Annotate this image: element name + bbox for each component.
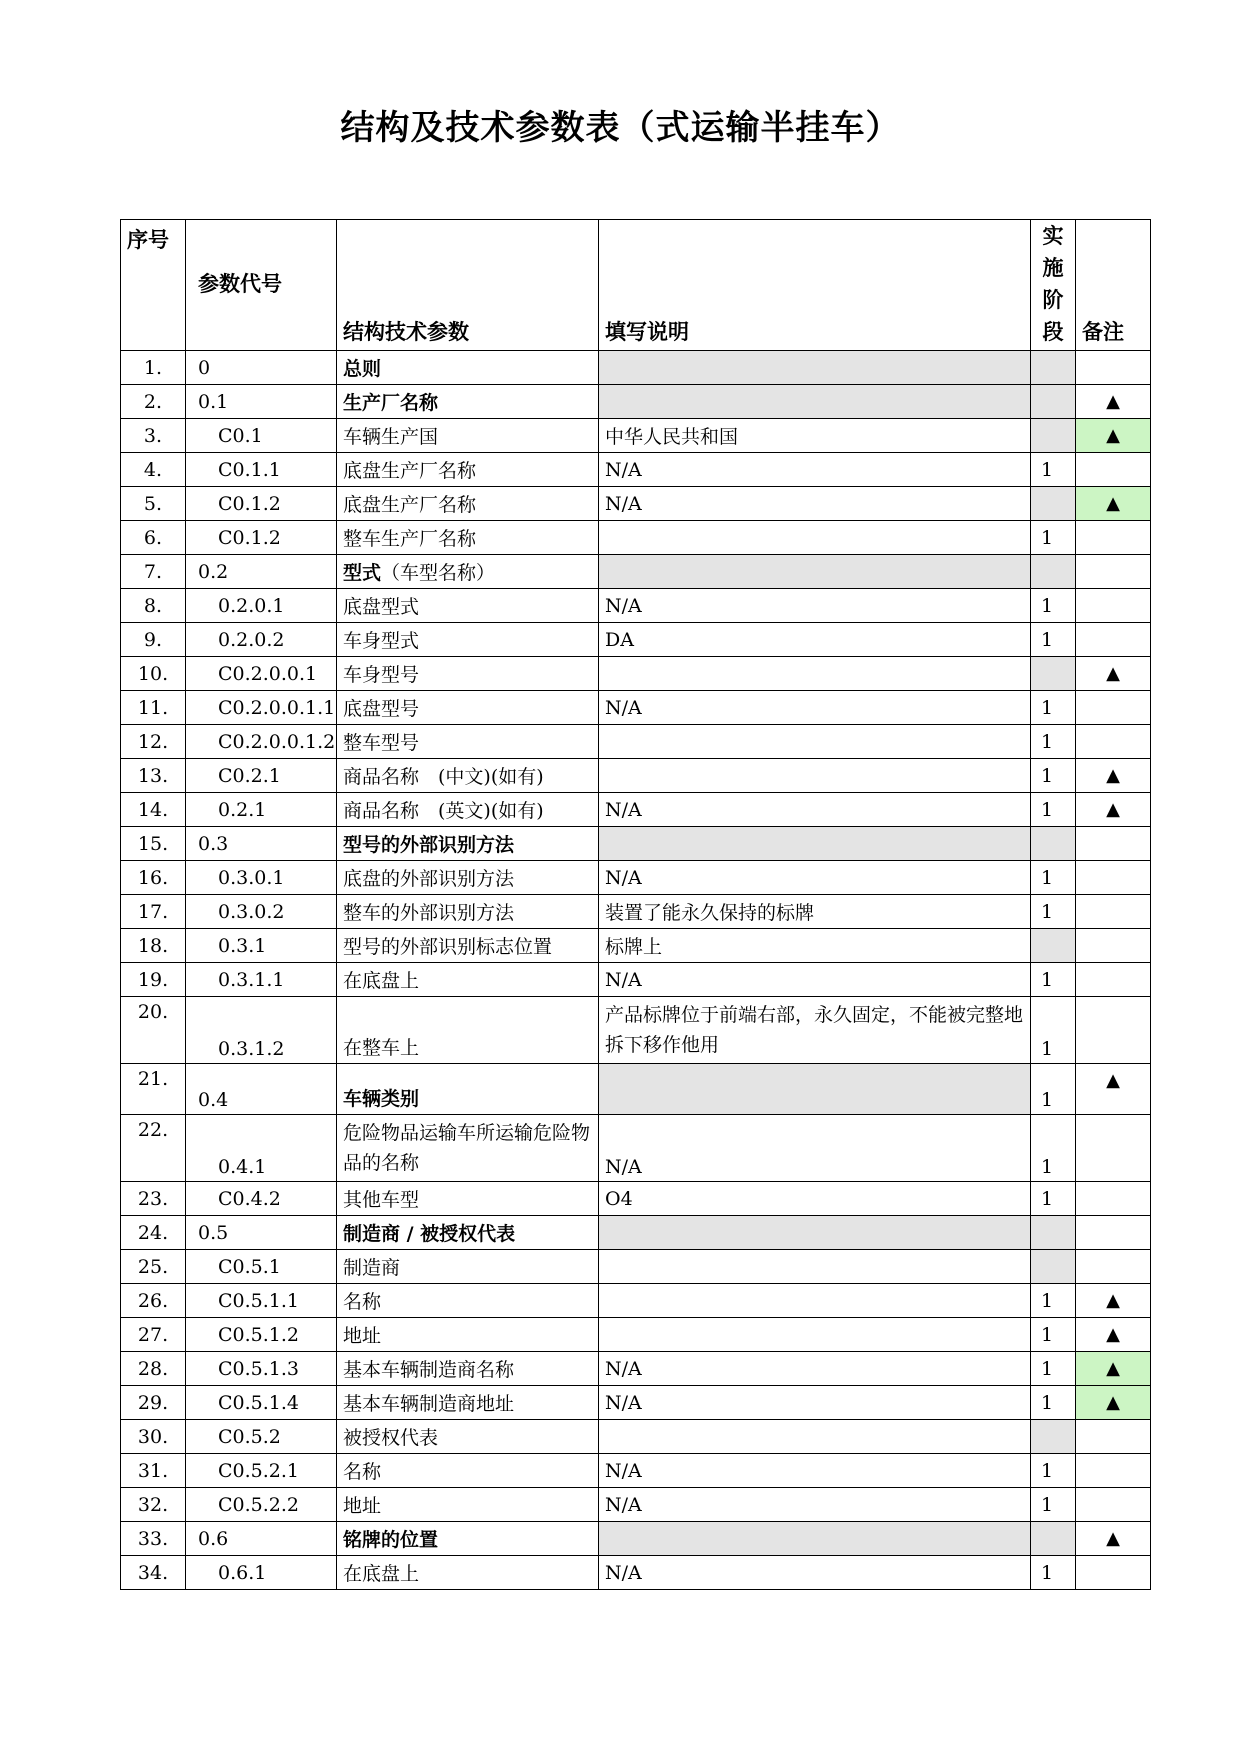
row-desc: N/A: [599, 1454, 1031, 1488]
row-note: [1076, 861, 1151, 895]
row-note: [1076, 1488, 1151, 1522]
row-note: [1076, 623, 1151, 657]
row-desc: N/A: [599, 1352, 1031, 1386]
row-desc: N/A: [599, 589, 1031, 623]
header-param: 结构技术参数: [337, 220, 599, 351]
row-desc: O4: [599, 1182, 1031, 1216]
row-note: ▲: [1076, 1386, 1151, 1420]
row-code: 0.2.0.1: [186, 589, 337, 623]
row-desc: [599, 1064, 1031, 1115]
table-row: [121, 555, 1151, 589]
row-param: 制造商 / 被授权代表: [337, 1216, 599, 1250]
table-row: [121, 1284, 1151, 1318]
row-seq: 28.: [121, 1352, 186, 1386]
row-stage: 1: [1031, 759, 1076, 793]
row-seq: 30.: [121, 1420, 186, 1454]
row-seq: 17.: [121, 895, 186, 929]
row-desc: N/A: [599, 453, 1031, 487]
row-desc: [599, 1522, 1031, 1556]
row-desc: 产品标牌位于前端右部，永久固定，不能被完整地拆下移作他用: [599, 997, 1031, 1064]
row-note: [1076, 691, 1151, 725]
row-seq: 34.: [121, 1556, 186, 1590]
row-stage: 1: [1031, 963, 1076, 997]
row-seq: 13.: [121, 759, 186, 793]
table-row: [121, 453, 1151, 487]
row-code: 0.2.1: [186, 793, 337, 827]
row-code: 0.6: [186, 1522, 337, 1556]
row-stage: 1: [1031, 1182, 1076, 1216]
row-seq: 9.: [121, 623, 186, 657]
row-stage: 1: [1031, 623, 1076, 657]
row-note: [1076, 1420, 1151, 1454]
table-row: [121, 1522, 1151, 1556]
row-note: ▲: [1076, 1522, 1151, 1556]
row-desc: [599, 385, 1031, 419]
table-row: [121, 1556, 1151, 1590]
table-row: [121, 827, 1151, 861]
row-param: 被授权代表: [337, 1420, 599, 1454]
row-stage: 1: [1031, 691, 1076, 725]
row-desc: N/A: [599, 861, 1031, 895]
row-desc: N/A: [599, 1386, 1031, 1420]
row-stage: 1: [1031, 1115, 1076, 1182]
row-seq: 19.: [121, 963, 186, 997]
row-stage: 1: [1031, 1386, 1076, 1420]
row-param: 在底盘上: [337, 963, 599, 997]
row-stage: 1: [1031, 1318, 1076, 1352]
row-desc: 中华人民共和国: [599, 419, 1031, 453]
row-code: 0.4: [186, 1064, 337, 1115]
row-code: 0.2: [186, 555, 337, 589]
row-stage: [1031, 657, 1076, 691]
row-seq: 6.: [121, 521, 186, 555]
table-body: [121, 351, 1151, 1590]
table-row: [121, 351, 1151, 385]
row-stage: 1: [1031, 725, 1076, 759]
row-seq: 21.: [121, 1064, 186, 1115]
row-code: 0: [186, 351, 337, 385]
header-code: 参数代号: [186, 220, 337, 351]
row-note: ▲: [1076, 1318, 1151, 1352]
row-stage: [1031, 929, 1076, 963]
row-seq: 10.: [121, 657, 186, 691]
row-param: 底盘型式: [337, 589, 599, 623]
row-desc: [599, 351, 1031, 385]
row-param: 型号的外部识别方法: [337, 827, 599, 861]
row-desc: N/A: [599, 1488, 1031, 1522]
table-header-row: [121, 220, 1151, 351]
row-stage: 1: [1031, 1284, 1076, 1318]
row-param: 整车型号: [337, 725, 599, 759]
row-code: 0.3.0.1: [186, 861, 337, 895]
row-seq: 31.: [121, 1454, 186, 1488]
row-seq: 23.: [121, 1182, 186, 1216]
row-seq: 24.: [121, 1216, 186, 1250]
row-code: C0.2.0.0.1.1: [186, 691, 337, 725]
row-stage: 1: [1031, 1064, 1076, 1115]
row-seq: 3.: [121, 419, 186, 453]
row-code: 0.6.1: [186, 1556, 337, 1590]
row-desc: [599, 521, 1031, 555]
table-row: [121, 725, 1151, 759]
row-desc: [599, 657, 1031, 691]
row-note: ▲: [1076, 1284, 1151, 1318]
row-param: 在底盘上: [337, 1556, 599, 1590]
row-param: 底盘的外部识别方法: [337, 861, 599, 895]
row-seq: 5.: [121, 487, 186, 521]
row-note: [1076, 1115, 1151, 1182]
table-row: [121, 1352, 1151, 1386]
row-seq: 15.: [121, 827, 186, 861]
row-code: C0.5.1.1: [186, 1284, 337, 1318]
table-row: [121, 793, 1151, 827]
row-note: ▲: [1076, 1352, 1151, 1386]
row-code: C0.5.1.2: [186, 1318, 337, 1352]
row-note: [1076, 1556, 1151, 1590]
row-code: C0.2.0.0.1.2: [186, 725, 337, 759]
row-seq: 32.: [121, 1488, 186, 1522]
row-param: 整车生产厂名称: [337, 521, 599, 555]
row-desc: [599, 725, 1031, 759]
row-desc: [599, 1216, 1031, 1250]
table-row: [121, 1250, 1151, 1284]
row-code: 0.3: [186, 827, 337, 861]
table-row: [121, 861, 1151, 895]
table-row: [121, 1386, 1151, 1420]
table-row: [121, 1182, 1151, 1216]
row-note: ▲: [1076, 385, 1151, 419]
row-desc: [599, 1420, 1031, 1454]
row-param: 名称: [337, 1454, 599, 1488]
row-stage: 1: [1031, 1556, 1076, 1590]
row-stage: 1: [1031, 1488, 1076, 1522]
row-param: 车身型号: [337, 657, 599, 691]
table-row: [121, 759, 1151, 793]
row-seq: 22.: [121, 1115, 186, 1182]
table-row: [121, 895, 1151, 929]
row-stage: 1: [1031, 1352, 1076, 1386]
row-code: 0.3.1.1: [186, 963, 337, 997]
row-param: 底盘生产厂名称: [337, 487, 599, 521]
row-stage: [1031, 419, 1076, 453]
row-seq: 26.: [121, 1284, 186, 1318]
row-param: 总则: [337, 351, 599, 385]
row-note: ▲: [1076, 487, 1151, 521]
table-row: [121, 487, 1151, 521]
table-row: [121, 589, 1151, 623]
header-seq: 序号: [121, 220, 186, 351]
row-note: ▲: [1076, 657, 1151, 691]
row-note: [1076, 351, 1151, 385]
table-row: [121, 657, 1151, 691]
row-desc: N/A: [599, 963, 1031, 997]
row-stage: [1031, 1522, 1076, 1556]
row-desc: [599, 1250, 1031, 1284]
row-note: [1076, 1182, 1151, 1216]
row-note: [1076, 963, 1151, 997]
row-param: 铭牌的位置: [337, 1522, 599, 1556]
row-desc: N/A: [599, 691, 1031, 725]
row-desc: [599, 759, 1031, 793]
row-seq: 8.: [121, 589, 186, 623]
row-stage: [1031, 827, 1076, 861]
row-param: 在整车上: [337, 997, 599, 1064]
row-desc: [599, 827, 1031, 861]
table-row: [121, 1216, 1151, 1250]
row-desc: N/A: [599, 1115, 1031, 1182]
row-code: 0.3.1: [186, 929, 337, 963]
table-row: [121, 963, 1151, 997]
row-seq: 27.: [121, 1318, 186, 1352]
row-note: [1076, 895, 1151, 929]
header-stage: 实施阶段: [1031, 220, 1076, 351]
row-stage: 1: [1031, 793, 1076, 827]
row-code: C0.1.1: [186, 453, 337, 487]
row-desc: N/A: [599, 793, 1031, 827]
row-param: 名称: [337, 1284, 599, 1318]
row-param: 基本车辆制造商名称: [337, 1352, 599, 1386]
row-code: C0.5.1.4: [186, 1386, 337, 1420]
row-desc: DA: [599, 623, 1031, 657]
row-seq: 25.: [121, 1250, 186, 1284]
row-desc: [599, 1318, 1031, 1352]
row-seq: 20.: [121, 997, 186, 1064]
row-stage: [1031, 385, 1076, 419]
header-note: 备注: [1076, 220, 1151, 351]
row-param: 地址: [337, 1488, 599, 1522]
row-code: C0.5.1: [186, 1250, 337, 1284]
row-seq: 11.: [121, 691, 186, 725]
page-title: 结构及技术参数表（式运输半挂车）: [340, 108, 901, 148]
row-code: C0.1.2: [186, 487, 337, 521]
row-param: [337, 555, 599, 589]
table-row: [121, 521, 1151, 555]
row-param: 车身型式: [337, 623, 599, 657]
row-stage: 1: [1031, 1454, 1076, 1488]
row-param: 商品名称 (中文)(如有): [337, 759, 599, 793]
row-seq: 12.: [121, 725, 186, 759]
row-stage: [1031, 351, 1076, 385]
row-param: 底盘型号: [337, 691, 599, 725]
table-row: [121, 1115, 1151, 1182]
row-param: 制造商: [337, 1250, 599, 1284]
row-param: 其他车型: [337, 1182, 599, 1216]
parameter-table: [120, 219, 1151, 1590]
row-note: [1076, 521, 1151, 555]
row-code: C0.4.2: [186, 1182, 337, 1216]
table-row: [121, 1420, 1151, 1454]
row-note: ▲: [1076, 793, 1151, 827]
row-note: [1076, 929, 1151, 963]
row-seq: 7.: [121, 555, 186, 589]
row-stage: 1: [1031, 453, 1076, 487]
table-row: [121, 385, 1151, 419]
row-code: 0.1: [186, 385, 337, 419]
row-code: C0.5.1.3: [186, 1352, 337, 1386]
table-row: [121, 997, 1151, 1064]
row-param: 危险物品运输车所运输危险物品的名称: [337, 1115, 599, 1182]
row-param: 生产厂名称: [337, 385, 599, 419]
row-desc: 装置了能永久保持的标牌: [599, 895, 1031, 929]
row-note: [1076, 453, 1151, 487]
row-code: C0.2.1: [186, 759, 337, 793]
row-seq: 4.: [121, 453, 186, 487]
header-desc: 填写说明: [599, 220, 1031, 351]
table-row: [121, 1064, 1151, 1115]
row-stage: 1: [1031, 861, 1076, 895]
row-note: [1076, 555, 1151, 589]
row-code: 0.3.0.2: [186, 895, 337, 929]
row-stage: 1: [1031, 589, 1076, 623]
row-note: ▲: [1076, 419, 1151, 453]
row-seq: 33.: [121, 1522, 186, 1556]
row-code: C0.1.2: [186, 521, 337, 555]
row-desc: [599, 555, 1031, 589]
row-seq: 29.: [121, 1386, 186, 1420]
row-seq: 16.: [121, 861, 186, 895]
table-row: [121, 623, 1151, 657]
row-code: 0.2.0.2: [186, 623, 337, 657]
row-param: 商品名称 (英文)(如有): [337, 793, 599, 827]
table-row: [121, 1488, 1151, 1522]
row-stage: [1031, 487, 1076, 521]
row-stage: [1031, 1216, 1076, 1250]
row-stage: [1031, 1420, 1076, 1454]
row-note: [1076, 725, 1151, 759]
table-row: [121, 691, 1151, 725]
row-seq: 14.: [121, 793, 186, 827]
row-desc: [599, 1284, 1031, 1318]
row-seq: 18.: [121, 929, 186, 963]
table-row: [121, 929, 1151, 963]
row-param: 车辆类别: [337, 1064, 599, 1115]
table-row: [121, 1454, 1151, 1488]
row-code: C0.5.2: [186, 1420, 337, 1454]
row-stage: 1: [1031, 521, 1076, 555]
row-desc: N/A: [599, 1556, 1031, 1590]
row-note: [1076, 589, 1151, 623]
row-note: ▲: [1076, 1064, 1151, 1115]
row-code: 0.3.1.2: [186, 997, 337, 1064]
row-stage: 1: [1031, 895, 1076, 929]
row-note: [1076, 827, 1151, 861]
row-stage: 1: [1031, 997, 1076, 1064]
table-row: [121, 1318, 1151, 1352]
row-code: C0.2.0.0.1: [186, 657, 337, 691]
row-note: [1076, 1454, 1151, 1488]
row-seq: 1.: [121, 351, 186, 385]
row-note: [1076, 1250, 1151, 1284]
row-note: ▲: [1076, 759, 1151, 793]
row-param-suffix: （车型名称）: [381, 562, 496, 584]
row-code: C0.5.2.2: [186, 1488, 337, 1522]
row-desc: N/A: [599, 487, 1031, 521]
row-note: [1076, 1216, 1151, 1250]
row-param: 地址: [337, 1318, 599, 1352]
table-row: [121, 419, 1151, 453]
row-param: 基本车辆制造商地址: [337, 1386, 599, 1420]
row-code: 0.4.1: [186, 1115, 337, 1182]
row-seq: 2.: [121, 385, 186, 419]
row-code: C0.1: [186, 419, 337, 453]
row-param: 底盘生产厂名称: [337, 453, 599, 487]
row-param: 整车的外部识别方法: [337, 895, 599, 929]
row-param: 型号的外部识别标志位置: [337, 929, 599, 963]
row-code: C0.5.2.1: [186, 1454, 337, 1488]
row-desc: 标牌上: [599, 929, 1031, 963]
row-stage: [1031, 1250, 1076, 1284]
row-code: 0.5: [186, 1216, 337, 1250]
row-note: [1076, 997, 1151, 1064]
row-stage: [1031, 555, 1076, 589]
row-param-main: 型式: [343, 562, 382, 584]
row-param: 车辆生产国: [337, 419, 599, 453]
